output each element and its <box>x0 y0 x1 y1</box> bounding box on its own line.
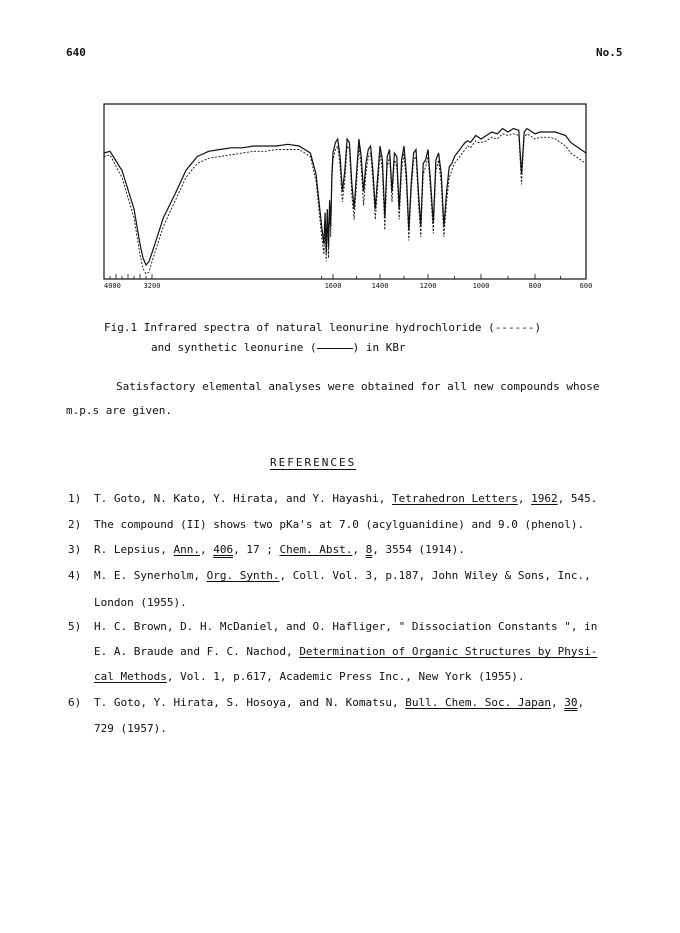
reference-number: 6) <box>68 696 82 709</box>
x-tick-label: 1400 <box>371 282 389 290</box>
ir-spectrum-chart <box>0 0 680 300</box>
x-tick-label: 600 <box>579 282 593 290</box>
caption-line2-end: ) in KBr <box>352 341 406 354</box>
references-heading: REFERENCES <box>270 456 357 469</box>
reference-5-line3: cal Methods, Vol. 1, p.617, Academic Press Inc., New York (1955). <box>94 670 525 683</box>
x-tick-label: 800 <box>528 282 542 290</box>
reference-4-line2: London (1955). <box>94 596 187 609</box>
reference-5-line2: E. A. Braude and F. C. Nachod, Determination of Organic Structures by Physi- <box>94 645 598 658</box>
body-paragraph-line2: m.p.s are given. <box>66 404 172 417</box>
reference-number: 4) <box>68 569 82 582</box>
reference-number: 3) <box>68 543 82 556</box>
reference-6: T. Goto, Y. Hirata, S. Hosoya, and N. Komatsu, Bull. Chem. Soc. Japan, 30, <box>94 696 585 709</box>
natural-leonurine-series <box>104 134 586 274</box>
x-tick-label: 4000 <box>104 282 121 290</box>
reference-number: 2) <box>68 518 82 531</box>
synthetic-leonurine-series <box>104 129 586 266</box>
figure-caption-line2 <box>151 341 406 355</box>
page-number: 640 <box>66 46 86 59</box>
caption-line2-start: and synthetic leonurine ( <box>151 341 317 354</box>
reference-1: T. Goto, N. Kato, Y. Hirata, and Y. Hayashi, Tetrahedron Letters, 1962, 545. <box>94 492 598 505</box>
x-tick-label: 1600 <box>324 282 342 290</box>
reference-number: 5) <box>68 620 82 633</box>
x-tick-label: 1000 <box>472 282 490 290</box>
x-tick-label: 1200 <box>419 282 437 290</box>
body-paragraph-line1: Satisfactory elemental analyses were obtained for all new compounds whose <box>116 380 600 393</box>
issue-number: No.5 <box>596 46 623 59</box>
reference-2: The compound (II) shows two pKa's at 7.0 (acylguanidine) and 9.0 (phenol). <box>94 518 585 531</box>
reference-6-line2: 729 (1957). <box>94 722 167 735</box>
reference-5: H. C. Brown, D. H. McDaniel, and O. Hafliger, " Dissociation Constants ", in <box>94 620 598 633</box>
solid-line-symbol <box>317 348 353 349</box>
reference-4: M. E. Synerholm, Org. Synth., Coll. Vol. 3, p.187, John Wiley & Sons, Inc., <box>94 569 591 582</box>
reference-3: R. Lepsius, Ann., 406, 17 ; Chem. Abst., 8, 3554 (1914). <box>94 543 465 556</box>
reference-number: 1) <box>68 492 82 505</box>
figure-caption-line1: Fig.1 Infrared spectra of natural leonurine hydrochloride (------) <box>104 321 542 334</box>
x-tick-label: 3200 <box>143 282 161 290</box>
